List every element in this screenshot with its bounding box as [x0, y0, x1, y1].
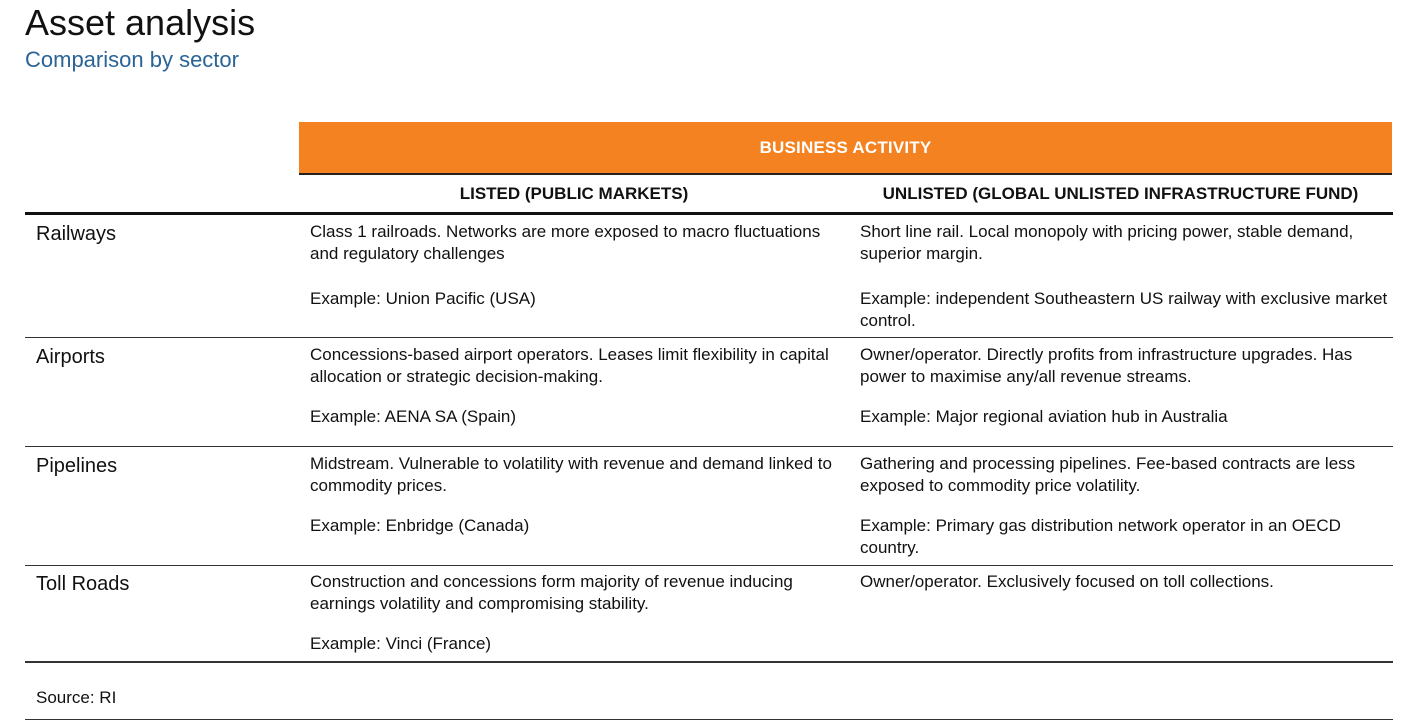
sector-label: Pipelines	[36, 455, 118, 477]
listed-example: Example: Enbridge (Canada)	[310, 516, 530, 535]
listed-example: Example: Vinci (France)	[310, 634, 492, 653]
column-header-unlisted: UNLISTED (GLOBAL UNLISTED INFRASTRUCTURE FUND)	[882, 184, 1359, 203]
page-subtitle: Comparison by sector	[25, 47, 239, 72]
unlisted-description: Owner/operator. Exclusively focused on toll collections.	[860, 572, 1274, 591]
listed-description: Construction and concessions form majority of revenue inducing earnings volatility and compromising stability.	[310, 572, 793, 613]
listed-description: Class 1 railroads. Networks are more exposed to macro fluctuations and regulatory challenges	[310, 222, 821, 263]
unlisted-example: Example: Major regional aviation hub in Australia	[860, 407, 1228, 426]
row-divider	[25, 565, 1393, 566]
banner-divider	[299, 173, 1392, 175]
listed-example: Example: AENA SA (Spain)	[310, 407, 516, 426]
listed-cell	[310, 453, 840, 535]
unlisted-example: Example: Primary gas distribution network operator in an OECD country.	[860, 516, 1341, 557]
listed-example: Example: Union Pacific (USA)	[310, 289, 536, 308]
unlisted-cell	[860, 571, 1390, 593]
unlisted-cell	[860, 344, 1390, 426]
listed-cell	[310, 221, 840, 308]
unlisted-cell	[860, 453, 1390, 557]
header-divider	[25, 212, 1393, 215]
sector-label: Railways	[36, 223, 117, 245]
unlisted-cell	[860, 221, 1390, 330]
listed-cell	[310, 571, 840, 653]
listed-description: Concessions-based airport operators. Leases limit flexibility in capital allocation or strategic decision-making.	[310, 345, 829, 386]
column-header-listed: LISTED (PUBLIC MARKETS)	[459, 184, 689, 203]
row-divider	[25, 337, 1393, 338]
table-bottom-divider	[25, 661, 1393, 663]
unlisted-description: Gathering and processing pipelines. Fee-based contracts are less exposed to commodity price volatility.	[860, 454, 1356, 495]
page-title: Asset analysis	[25, 2, 256, 43]
row-divider	[25, 446, 1393, 447]
sector-label: Toll Roads	[36, 573, 130, 595]
unlisted-description: Short line rail. Local monopoly with pricing power, stable demand, superior margin.	[860, 222, 1354, 263]
listed-description: Midstream. Vulnerable to volatility with revenue and demand linked to commodity prices.	[310, 454, 832, 495]
listed-cell	[310, 344, 840, 426]
source-note: Source: RI	[36, 688, 117, 707]
business-activity-banner: BUSINESS ACTIVITY	[299, 122, 1392, 173]
unlisted-example: Example: independent Southeastern US railway with exclusive market control.	[860, 289, 1388, 330]
footer-divider	[25, 719, 1393, 720]
unlisted-description: Owner/operator. Directly profits from infrastructure upgrades. Has power to maximise any/all revenue streams.	[860, 345, 1353, 386]
sector-label: Airports	[36, 346, 105, 368]
